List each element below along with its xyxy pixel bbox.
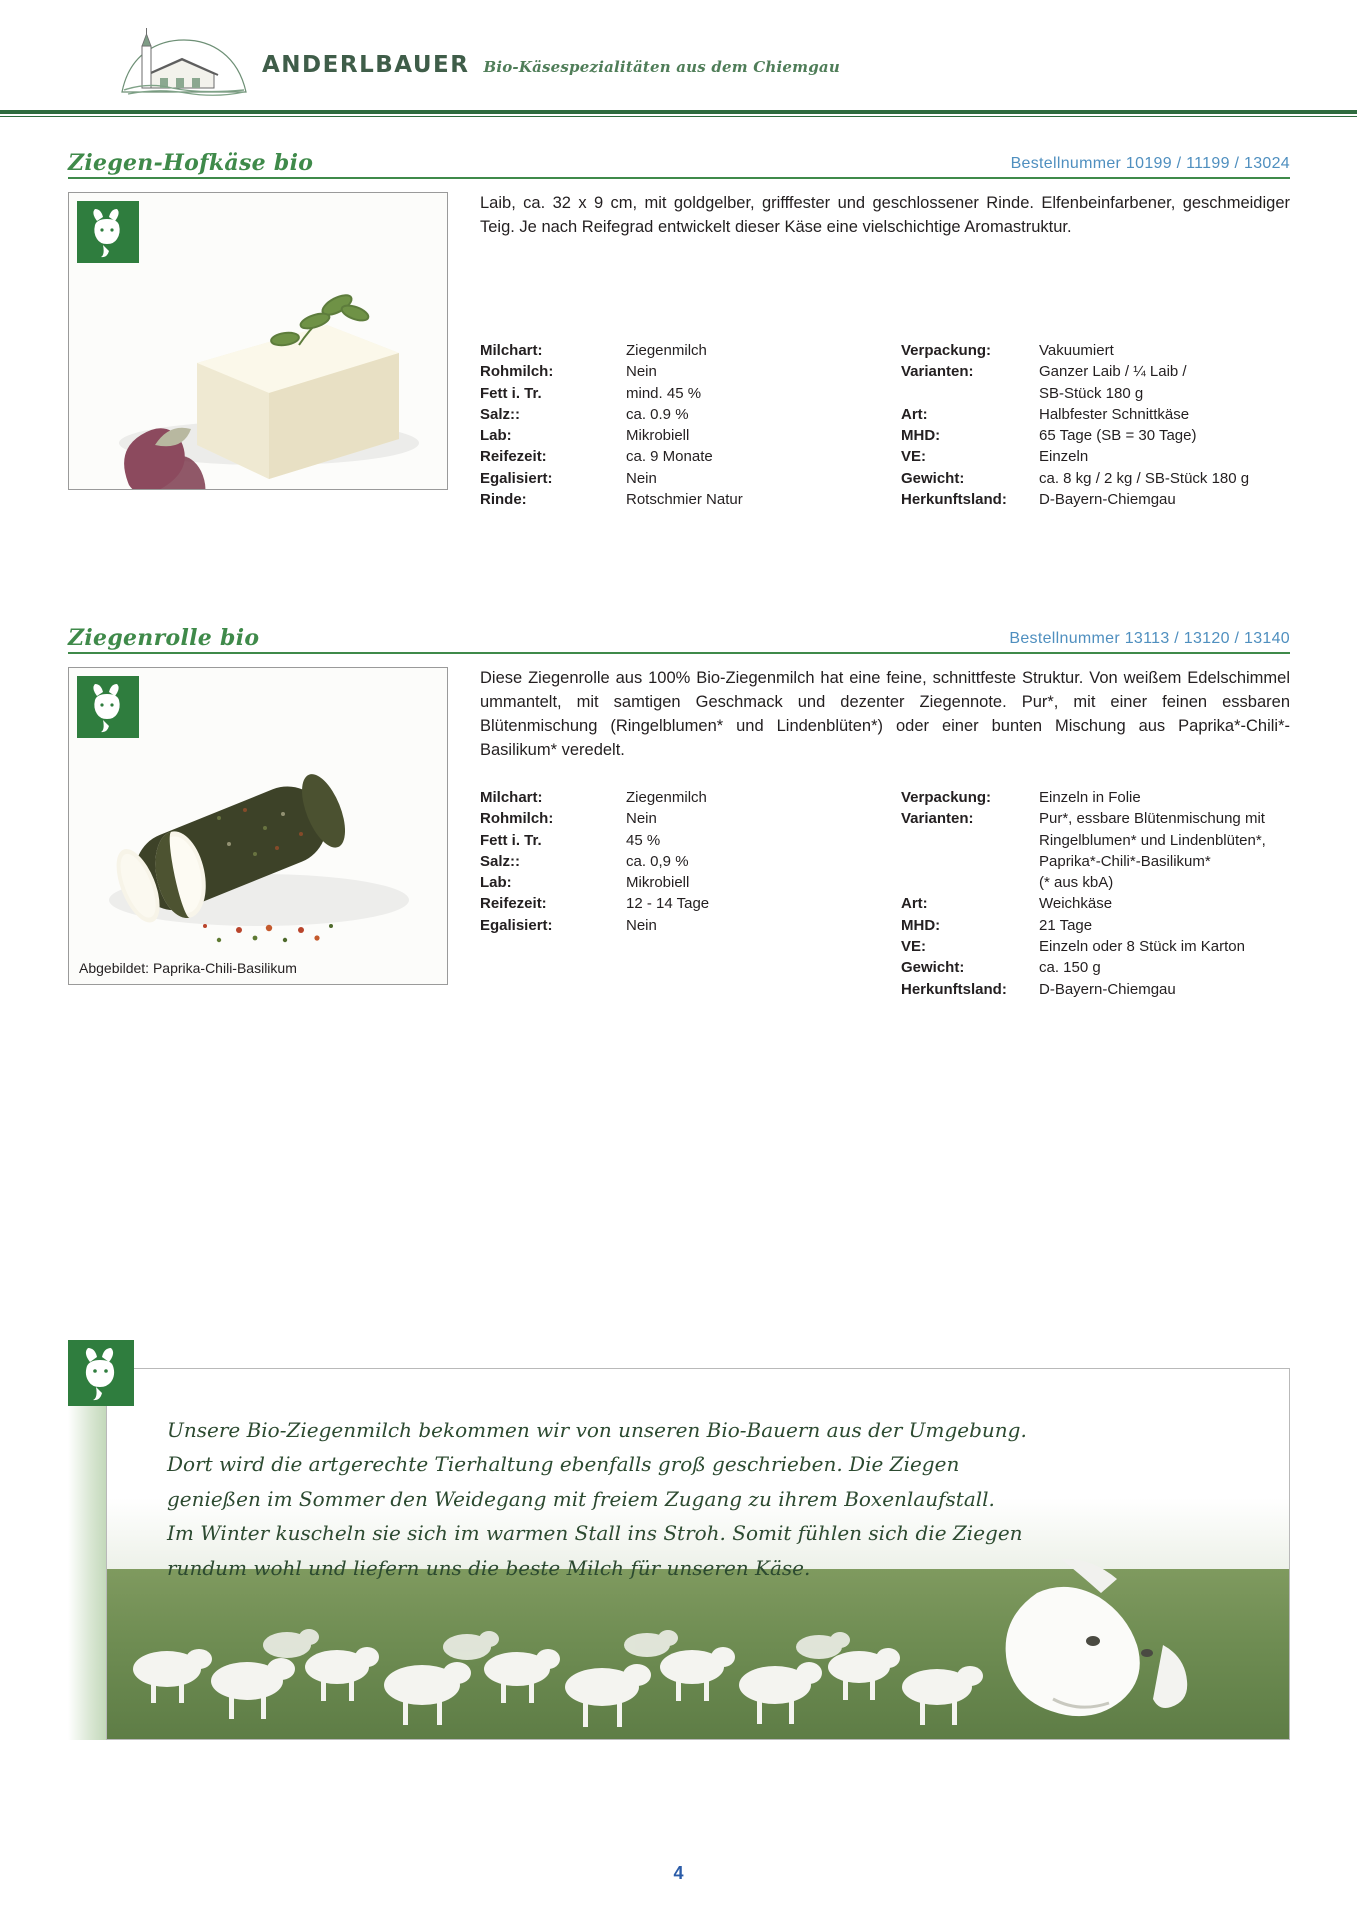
spec-row	[480, 340, 885, 361]
spec-value: D-Bayern-Chiemgau	[1039, 980, 1176, 998]
spec-value: Einzeln oder 8 Stück im Karton	[1039, 938, 1245, 956]
spec-label: Salz::	[480, 852, 521, 870]
spec-row	[480, 383, 885, 404]
spec-label: Art:	[901, 405, 928, 423]
spec-label: Varianten:	[901, 810, 974, 828]
spec-row	[901, 446, 1290, 467]
spec-value: 12 - 14 Tage	[626, 895, 710, 913]
spec-value: Einzeln in Folie	[1039, 789, 1141, 806]
spec-value: ca. 0.9 %	[626, 405, 689, 423]
product-body	[68, 667, 1290, 997]
spec-row	[901, 489, 1290, 510]
spec-label: Salz::	[480, 405, 521, 423]
spec-label: Verpackung:	[901, 342, 992, 359]
spec-label: Fett i. Tr.	[480, 831, 542, 849]
spec-value: Einzeln	[1039, 448, 1089, 466]
spec-value: ca. 150 g	[1039, 959, 1101, 977]
spec-value: ca. 9 Monate	[626, 448, 713, 466]
spec-value: 21 Tage	[1039, 916, 1093, 934]
spec-value: Pur*, essbare Blütenmischung mit	[1039, 810, 1265, 828]
spec-row	[480, 446, 885, 467]
page-header	[0, 0, 1357, 118]
product-spec-table	[480, 340, 1290, 510]
spec-value: Ringelblumen* und Lindenblüten*,	[1039, 831, 1266, 849]
spec-row	[480, 361, 885, 382]
spec-row	[901, 361, 1290, 382]
spec-label: VE:	[901, 448, 927, 466]
farmhouse-church-logo-icon	[120, 22, 248, 100]
spec-value: 65 Tage (SB = 30 Tage)	[1039, 427, 1197, 445]
spec-row	[901, 915, 1290, 936]
spec-label: Lab:	[480, 427, 512, 445]
goat-head-icon	[77, 676, 139, 738]
spec-column-right	[885, 787, 1290, 1000]
spec-value: Rotschmier Natur	[626, 491, 743, 509]
spec-value: Mikrobiell	[626, 427, 690, 445]
spec-row	[901, 872, 1290, 893]
product-photo	[68, 667, 448, 985]
spec-label: Herkunftsland:	[901, 491, 1007, 509]
spec-column-left	[480, 340, 885, 510]
spec-row	[901, 468, 1290, 489]
product-section	[68, 625, 1290, 997]
spec-value: Ziegenmilch	[626, 342, 707, 359]
product-order-number: Bestellnummer 10199 / 11199 / 13024	[1010, 155, 1290, 172]
spec-label: Egalisiert:	[480, 469, 553, 487]
spec-value: Nein	[626, 363, 657, 381]
spec-value: Ziegenmilch	[626, 789, 707, 806]
spec-row	[901, 425, 1290, 446]
spec-label: Rohmilch:	[480, 810, 554, 828]
product-section	[68, 150, 1290, 509]
spec-row	[901, 830, 1290, 851]
spec-label: Gewicht:	[901, 959, 965, 977]
spec-label: Verpackung:	[901, 789, 992, 806]
spec-value: Nein	[626, 810, 657, 828]
spec-row	[901, 957, 1290, 978]
spec-row	[480, 872, 885, 893]
spec-row	[901, 787, 1290, 808]
spec-value: Vakuumiert	[1039, 342, 1114, 359]
spec-value: Weichkäse	[1039, 895, 1113, 913]
spec-label: MHD:	[901, 427, 941, 445]
spec-label: Lab:	[480, 874, 512, 892]
brand-tagline: Bio-Käsespezialitäten aus dem Chiemgau	[483, 58, 840, 76]
spec-row	[480, 830, 885, 851]
spec-value: Halbfester Schnittkäse	[1039, 405, 1190, 423]
product-body	[68, 192, 1290, 509]
spec-label	[901, 830, 1039, 851]
goat-head-icon	[68, 1340, 134, 1406]
spec-row	[480, 489, 885, 510]
spec-label: Art:	[901, 895, 928, 913]
spec-value: 45 %	[626, 831, 661, 849]
spec-label: Herkunftsland:	[901, 980, 1007, 998]
spec-row	[480, 851, 885, 872]
spec-row	[480, 404, 885, 425]
story-paragraph-2: Im Winter kuscheln sie sich im warmen Stall ins Stroh. Somit fühlen sich die Ziegen rundum wohl und liefern uns die beste Milch für unseren Käse.	[167, 1521, 1023, 1580]
spec-row	[901, 404, 1290, 425]
story-text	[167, 1413, 1057, 1585]
product-divider	[68, 177, 1290, 179]
spec-value: Ganzer Laib / ¼ Laib /	[1039, 363, 1187, 381]
product-description: Diese Ziegenrolle aus 100% Bio-Ziegenmilch hat eine feine, schnittfeste Struktur. Von weißem Edelschimmel ummantelt, mit samtigen Geschmack und dezenter Ziegennote. Pur*, mit einer feinen essbaren Blütenmischung (Ringelblumen* und Lindenblüten*) oder einer bunten Mischung aus Paprika*-Chili*-Basilikum* veredelt.	[480, 669, 1290, 759]
spec-value: ca. 0,9 %	[626, 852, 689, 870]
product-header	[68, 625, 1290, 655]
spec-value: Mikrobiell	[626, 874, 690, 892]
photo-caption: Abgebildet: Paprika-Chili-Basilikum	[79, 960, 297, 976]
spec-label: Reifezeit:	[480, 448, 547, 466]
spec-column-left	[480, 787, 885, 1000]
product-photo	[68, 192, 448, 490]
product-description: Laib, ca. 32 x 9 cm, mit goldgelber, grifffester und geschlossener Rinde. Elfenbeinfarbener, geschmeidiger Teig. Je nach Reifegrad entwickelt dieser Käse eine vielschichtige Aromastruktur.	[480, 194, 1290, 236]
spec-row	[480, 808, 885, 829]
header-divider-thin	[0, 116, 1357, 117]
goat-head-icon	[77, 201, 139, 263]
spec-label	[901, 872, 1039, 893]
product-order-number: Bestellnummer 13113 / 13120 / 13140	[1009, 630, 1290, 647]
spec-value: (* aus kbA)	[1039, 874, 1114, 892]
product-spec-table	[480, 787, 1290, 1000]
spec-value: SB-Stück 180 g	[1039, 384, 1144, 402]
spec-row	[901, 979, 1290, 1000]
story-image-frame	[106, 1368, 1290, 1740]
spec-row	[901, 936, 1290, 957]
spec-row	[480, 915, 885, 936]
product-title: Ziegenrolle bio	[68, 625, 260, 651]
brand-name: ANDERLBAUER	[262, 52, 470, 78]
spec-row	[480, 468, 885, 489]
spec-row	[480, 425, 885, 446]
spec-value: Nein	[626, 916, 657, 934]
spec-value: D-Bayern-Chiemgau	[1039, 491, 1176, 509]
spec-value: Paprika*-Chili*-Basilikum*	[1039, 852, 1211, 870]
spec-row	[901, 851, 1290, 872]
spec-label: Varianten:	[901, 363, 974, 381]
spec-label	[901, 851, 1039, 872]
spec-label: Rinde:	[480, 491, 527, 509]
story-paragraph-1: Unsere Bio-Ziegenmilch bekommen wir von unseren Bio-Bauern aus der Umgebung. Dort wird die artgerechte Tierhaltung ebenfalls groß geschrieben. Die Ziegen genießen im Sommer den Weidegang mit freiem Zugang zu ihrem Boxenlaufstall.	[167, 1418, 1027, 1511]
spec-label: Milchart:	[480, 342, 543, 359]
story-panel	[68, 1340, 1290, 1740]
page-number: 4	[673, 1863, 684, 1883]
spec-label: Egalisiert:	[480, 916, 553, 934]
spec-row	[901, 893, 1290, 914]
spec-row	[480, 787, 885, 808]
spec-label: Fett i. Tr.	[480, 384, 542, 402]
spec-label: Rohmilch:	[480, 363, 554, 381]
product-title: Ziegen-Hofkäse bio	[68, 150, 314, 176]
spec-label: Milchart:	[480, 789, 543, 806]
spec-label: Gewicht:	[901, 469, 965, 487]
spec-value: mind. 45 %	[626, 384, 702, 402]
product-header	[68, 150, 1290, 180]
spec-column-right	[885, 340, 1290, 510]
product-divider	[68, 652, 1290, 654]
spec-label	[901, 383, 1039, 404]
spec-label: VE:	[901, 938, 927, 956]
brand-logo	[120, 22, 840, 100]
spec-row	[901, 808, 1290, 829]
spec-value: ca. 8 kg / 2 kg / SB-Stück 180 g	[1039, 469, 1250, 487]
spec-row	[480, 893, 885, 914]
spec-label: MHD:	[901, 916, 941, 934]
spec-label: Reifezeit:	[480, 895, 547, 913]
spec-value: Nein	[626, 469, 657, 487]
spec-row	[901, 340, 1290, 361]
spec-row	[901, 383, 1290, 404]
header-divider	[0, 110, 1357, 114]
